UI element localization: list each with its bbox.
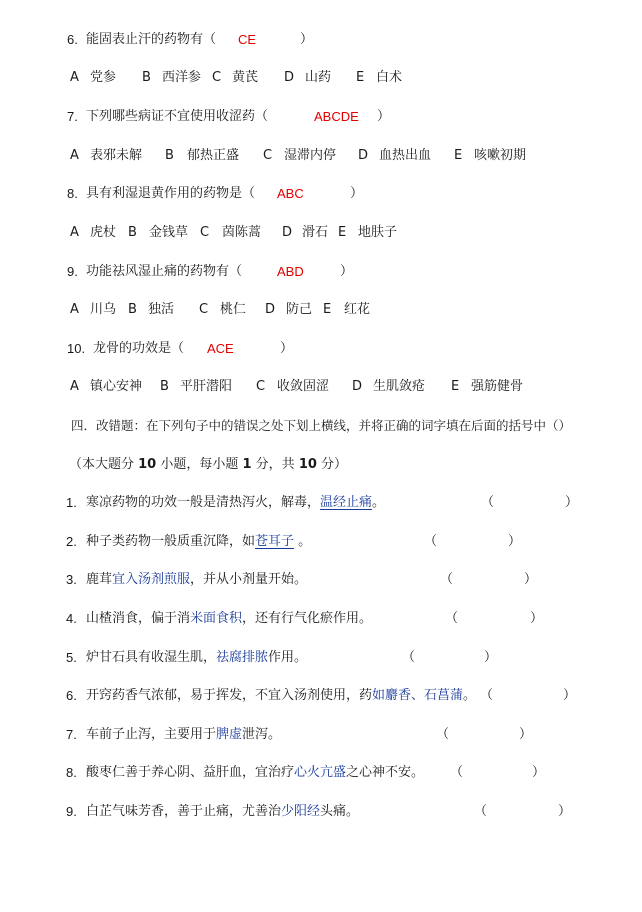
option-letter: D — [352, 379, 363, 394]
answer-open-paren: （ — [480, 688, 494, 703]
note-number: 1 — [242, 457, 252, 472]
option-letter: A — [70, 379, 79, 394]
note-part: 分） — [316, 457, 348, 472]
sentence-text: 鹿茸 — [86, 572, 113, 587]
option-letter: D — [284, 70, 295, 85]
option-text: 咳嗽初期 — [474, 148, 527, 163]
item-number: 9. — [66, 804, 77, 819]
question-stem: 功能祛风湿止痛的药物有（ — [86, 264, 243, 279]
answer-close-paren: ） — [519, 727, 533, 742]
close-paren: ） — [350, 186, 364, 201]
question-stem: 具有利湿退黄作用的药物是（ — [86, 186, 256, 201]
answer-text: ABD — [277, 264, 304, 279]
answer-close-paren: ） — [565, 495, 579, 510]
sentence-text: ，并从小剂量开始。 — [190, 572, 308, 587]
answer-close-paren: ） — [524, 572, 538, 587]
option-text: 川乌 — [90, 302, 117, 317]
question-number: 8. — [67, 186, 78, 201]
option-letter: E — [451, 379, 460, 394]
close-paren: ） — [340, 264, 354, 279]
item-number: 5. — [66, 650, 77, 665]
answer-close-paren: ） — [484, 650, 498, 665]
answer-text: ACE — [207, 341, 234, 356]
answer-text: ABC — [277, 186, 304, 201]
sentence-text: 头痛。 — [320, 804, 360, 819]
option-letter: D — [265, 302, 276, 317]
sentence-text: 。 — [372, 495, 386, 510]
item-number: 7. — [66, 727, 77, 742]
marked-phrase: 温经止痛 — [320, 495, 373, 510]
option-text: 金钱草 — [149, 225, 189, 240]
marked-phrase: 宜入汤剂煎服 — [112, 572, 191, 587]
option-letter: B — [165, 148, 174, 163]
option-text: 茵陈蒿 — [222, 225, 262, 240]
option-letter: B — [142, 70, 151, 85]
answer-open-paren: （ — [402, 650, 416, 665]
answer-close-paren: ） — [530, 611, 544, 626]
option-letter: E — [356, 70, 365, 85]
marked-phrase: 心火亢盛 — [294, 765, 347, 780]
option-letter: A — [70, 225, 79, 240]
option-text: 湿滞内停 — [284, 148, 337, 163]
option-text: 郁热正盛 — [187, 148, 240, 163]
option-text: 白术 — [376, 70, 403, 85]
note-part: （本大题分 — [69, 457, 139, 472]
option-letter: E — [454, 148, 463, 163]
option-text: 西洋参 — [162, 70, 202, 85]
option-text: 表邪未解 — [90, 148, 143, 163]
question-stem: 龙骨的功效是（ — [93, 341, 185, 356]
item-number: 4. — [66, 611, 77, 626]
sentence-text: 开窍药香气浓郁，易于挥发，不宜入汤剂使用，药 — [86, 688, 373, 703]
sentence-text: 寒凉药物的功效一般是清热泻火，解毒， — [86, 495, 321, 510]
item-sentence — [86, 686, 476, 706]
option-letter: D — [282, 225, 293, 240]
option-letter: D — [358, 148, 369, 163]
question-number: 6. — [67, 32, 78, 47]
option-text: 强筋健骨 — [471, 379, 524, 394]
section-note-text — [69, 455, 347, 475]
answer-open-paren: （ — [424, 534, 438, 549]
option-letter: C — [199, 302, 209, 317]
question-stem: 下列哪些病证不宜使用收涩药（ — [86, 109, 269, 124]
marked-phrase: 祛腐排脓 — [216, 650, 269, 665]
option-text: 党参 — [90, 70, 117, 85]
sentence-text: 泄泻。 — [242, 727, 282, 742]
note-number: 10 — [298, 457, 317, 472]
sentence-text: 炉甘石具有收湿生肌， — [86, 650, 217, 665]
answer-close-paren: ） — [563, 688, 577, 703]
item-number: 2. — [66, 534, 77, 549]
option-letter: B — [128, 302, 137, 317]
option-text: 血热出血 — [379, 148, 432, 163]
marked-phrase: 米面食积 — [190, 611, 243, 626]
answer-text: ABCDE — [314, 109, 359, 124]
note-part: 分，共 — [251, 457, 299, 472]
option-text: 独活 — [148, 302, 175, 317]
sentence-text: 白芷气味芳香，善于止痛，尤善治 — [86, 804, 282, 819]
option-letter: A — [70, 148, 79, 163]
answer-open-paren: （ — [445, 611, 459, 626]
option-text: 红花 — [344, 302, 371, 317]
answer-open-paren: （ — [450, 765, 464, 780]
option-letter: C — [200, 225, 210, 240]
option-text: 滑石 — [302, 225, 329, 240]
option-letter: A — [70, 302, 79, 317]
sentence-text: 之心神不安。 — [346, 765, 425, 780]
item-sentence — [86, 763, 424, 783]
section-title: 四．改错题：在下列句子中的错误之处下划上横线，并将正确的词字填在后面的括号中（） — [71, 418, 572, 433]
option-text: 收敛固涩 — [277, 379, 330, 394]
option-text: 生肌敛疮 — [373, 379, 426, 394]
option-letter: E — [338, 225, 347, 240]
item-sentence — [86, 493, 385, 513]
option-text: 虎杖 — [90, 225, 117, 240]
option-letter: B — [128, 225, 137, 240]
answer-close-paren: ） — [532, 765, 546, 780]
sentence-text: 酸枣仁善于养心阴、益肝血，宜治疗 — [86, 765, 295, 780]
close-paren: ） — [377, 109, 391, 124]
option-letter: C — [263, 148, 273, 163]
option-letter: A — [70, 70, 79, 85]
option-text: 镇心安神 — [90, 379, 143, 394]
item-sentence — [86, 532, 311, 552]
option-letter: B — [160, 379, 169, 394]
item-number: 6. — [66, 688, 77, 703]
answer-close-paren: ） — [558, 804, 572, 819]
sentence-text: ，还有行气化瘀作用。 — [242, 611, 373, 626]
option-text: 地肤子 — [358, 225, 398, 240]
question-number: 9. — [67, 264, 78, 279]
answer-text: CE — [238, 32, 257, 47]
question-stem: 能固表止汗的药物有（ — [86, 32, 217, 47]
sentence-text: 作用。 — [268, 650, 308, 665]
sentence-text: 。 — [294, 534, 312, 549]
option-letter: E — [323, 302, 332, 317]
item-sentence — [86, 609, 372, 629]
option-text: 平肝潜阳 — [180, 379, 233, 394]
item-sentence — [86, 648, 307, 668]
marked-phrase: 如麝香、石菖蒲 — [372, 688, 464, 703]
item-sentence — [86, 725, 281, 745]
close-paren: ） — [280, 341, 294, 356]
sentence-text: 山楂消食，偏于消 — [86, 611, 191, 626]
option-text: 桃仁 — [220, 302, 247, 317]
sentence-text: 。 — [463, 688, 477, 703]
option-text: 防己 — [286, 302, 313, 317]
marked-phrase: 少阳经 — [281, 804, 321, 819]
option-letter: C — [256, 379, 266, 394]
answer-open-paren: （ — [436, 727, 450, 742]
note-part: 小题，每小题 — [156, 457, 243, 472]
question-number: 7. — [67, 109, 78, 124]
note-number: 10 — [138, 457, 157, 472]
answer-open-paren: （ — [474, 804, 488, 819]
option-text: 山药 — [305, 70, 332, 85]
marked-phrase: 苍耳子 — [255, 534, 295, 549]
sentence-text: 种子类药物一般质重沉降，如 — [86, 534, 256, 549]
item-sentence — [86, 802, 359, 822]
question-number: 10. — [67, 341, 86, 356]
sentence-text: 车前子止泻，主要用于 — [86, 727, 217, 742]
answer-close-paren: ） — [508, 534, 522, 549]
close-paren: ） — [300, 32, 314, 47]
item-sentence — [86, 570, 307, 590]
item-number: 1. — [66, 495, 77, 510]
option-letter: C — [212, 70, 222, 85]
answer-open-paren: （ — [481, 495, 495, 510]
option-text: 黄芪 — [232, 70, 259, 85]
item-number: 8. — [66, 765, 77, 780]
marked-phrase: 脾虚 — [216, 727, 243, 742]
answer-open-paren: （ — [440, 572, 454, 587]
item-number: 3. — [66, 572, 77, 587]
